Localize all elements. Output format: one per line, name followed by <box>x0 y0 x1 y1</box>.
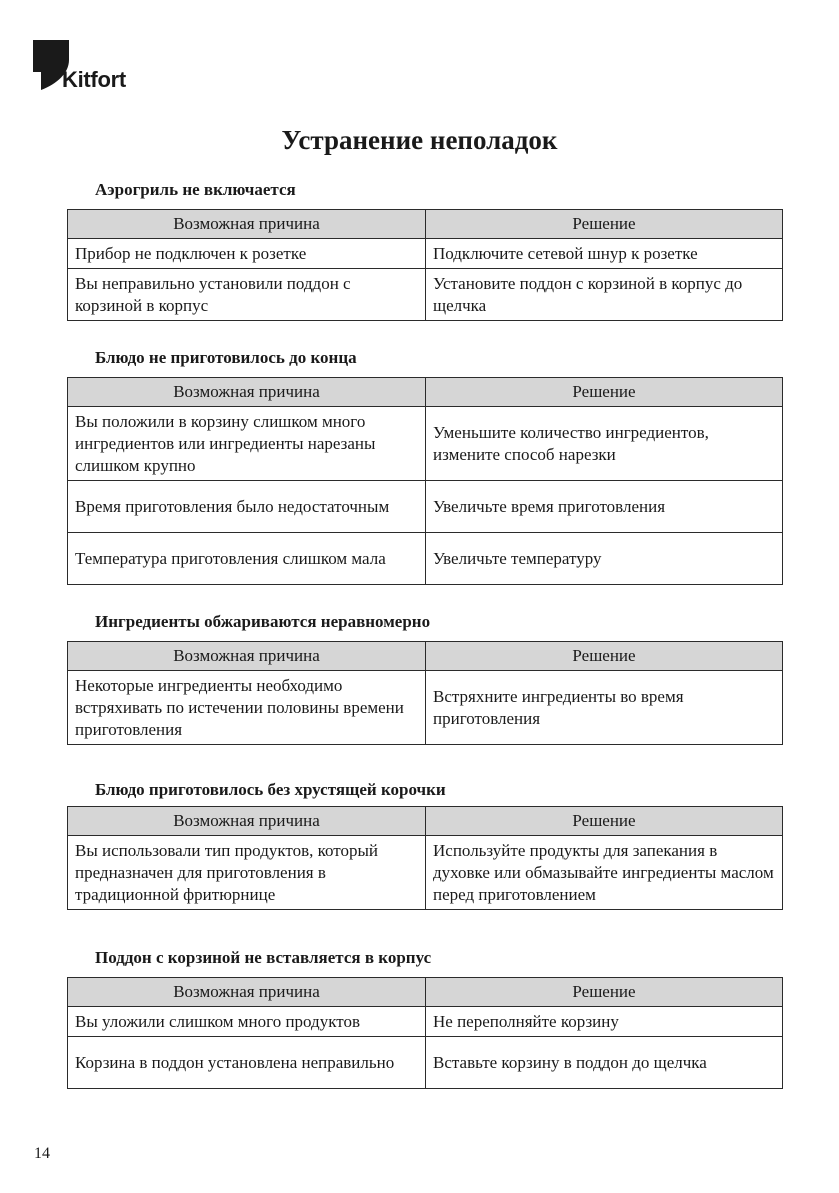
table-row <box>68 481 783 533</box>
kitfort-logo-text: Kitfort <box>62 67 126 92</box>
table-row <box>68 671 783 745</box>
cause-cell: Вы неправильно установили поддон с корзиной в корпус <box>68 269 426 321</box>
cause-cell: Прибор не подключен к розетке <box>68 239 426 269</box>
column-header-solution: Решение <box>426 807 783 836</box>
table-row <box>68 1037 783 1089</box>
section-heading: Блюдо приготовилось без хрустящей корочки <box>95 780 446 799</box>
page-number: 14 <box>34 1145 50 1162</box>
cause-cell: Некоторые ингредиенты необходимо встряхивать по истечении половины времени приготовления <box>68 671 426 745</box>
page-title: Устранение неполадок <box>281 125 558 155</box>
cause-cell: Время приготовления было недостаточным <box>68 481 426 533</box>
column-header-solution: Решение <box>426 978 783 1007</box>
troubleshooting-table <box>67 641 783 745</box>
column-header-cause: Возможная причина <box>68 378 426 407</box>
column-header-cause: Возможная причина <box>68 210 426 239</box>
cause-cell: Корзина в поддон установлена неправильно <box>68 1037 426 1089</box>
section-heading: Блюдо не приготовилось до конца <box>95 348 357 367</box>
troubleshooting-table <box>67 209 783 321</box>
column-header-solution: Решение <box>426 378 783 407</box>
table-header-row <box>68 378 783 407</box>
section-heading: Аэрогриль не включается <box>95 180 296 199</box>
table-row <box>68 836 783 910</box>
table-header-row <box>68 210 783 239</box>
solution-cell: Увеличьте время приготовления <box>426 481 783 533</box>
troubleshooting-table <box>67 977 783 1089</box>
section-heading: Поддон с корзиной не вставляется в корпус <box>95 948 432 967</box>
column-header-cause: Возможная причина <box>68 978 426 1007</box>
column-header-cause: Возможная причина <box>68 642 426 671</box>
solution-cell: Не переполняйте корзину <box>426 1007 783 1037</box>
solution-cell: Используйте продукты для запекания в духовке или обмазывайте ингредиенты маслом перед приготовлением <box>426 836 783 910</box>
solution-cell: Установите поддон с корзиной в корпус до щелчка <box>426 269 783 321</box>
table-header-row <box>68 642 783 671</box>
table-row <box>68 1007 783 1037</box>
troubleshooting-table <box>67 806 783 910</box>
cause-cell: Вы использовали тип продуктов, который предназначен для приготовления в традиционной фритюрнице <box>68 836 426 910</box>
solution-cell: Уменьшите количество ингредиентов, измените способ нарезки <box>426 407 783 481</box>
column-header-cause: Возможная причина <box>68 807 426 836</box>
table-header-row <box>68 978 783 1007</box>
column-header-solution: Решение <box>426 642 783 671</box>
cause-cell: Температура приготовления слишком мала <box>68 533 426 585</box>
column-header-solution: Решение <box>426 210 783 239</box>
table-row <box>68 533 783 585</box>
kitfort-logo <box>33 40 143 92</box>
solution-cell: Подключите сетевой шнур к розетке <box>426 239 783 269</box>
section-heading: Ингредиенты обжариваются неравномерно <box>95 612 431 631</box>
solution-cell: Вставьте корзину в поддон до щелчка <box>426 1037 783 1089</box>
troubleshooting-table <box>67 377 783 585</box>
solution-cell: Встряхните ингредиенты во время приготовления <box>426 671 783 745</box>
cause-cell: Вы уложили слишком много продуктов <box>68 1007 426 1037</box>
table-row <box>68 269 783 321</box>
table-row <box>68 407 783 481</box>
table-row <box>68 239 783 269</box>
table-header-row <box>68 807 783 836</box>
solution-cell: Увеличьте температуру <box>426 533 783 585</box>
cause-cell: Вы положили в корзину слишком много ингредиентов или ингредиенты нарезаны слишком крупно <box>68 407 426 481</box>
